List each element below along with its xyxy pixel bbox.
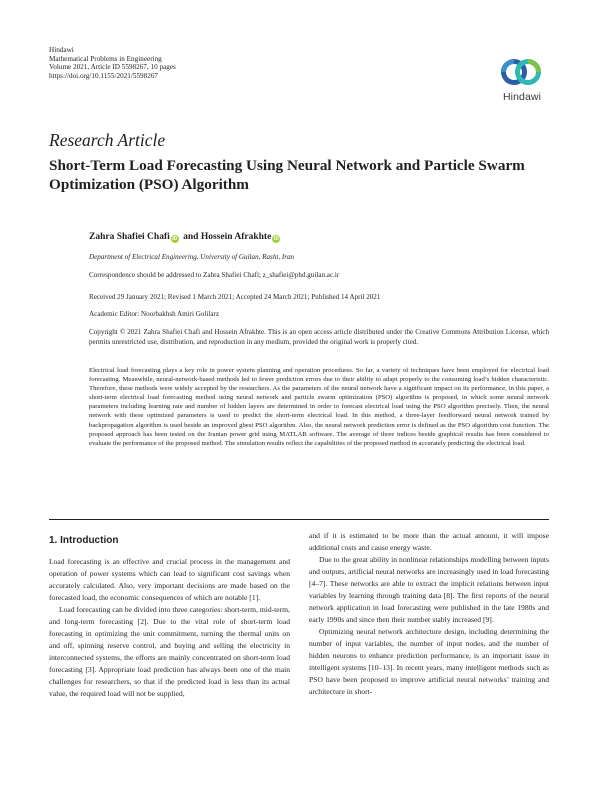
journal-header — [49, 46, 176, 80]
correspondence: Correspondence should be addressed to Zahra Shafiei Chafi; z_shafiei@phd.guilan.ac.ir — [89, 271, 340, 279]
author-connector: and — [180, 232, 201, 242]
copyright-notice: Copyright © 2021 Zahra Shafiei Chafi and Hossein Afrakhte. This is an open access article distributed under the Creative Commons Attribution License, which permits unrestricted use, distribution, and reproduction in any medium, provided the original work is properly cited. — [89, 328, 549, 346]
academic-editor: Academic Editor: Noorbakhsh Amiri Golilarz — [89, 310, 220, 318]
body-paragraph: and if it is estimated to be more than the actual amount, it will impose additional costs and cause energy waste. — [309, 531, 549, 552]
body-column-left — [49, 556, 290, 700]
abstract: Electrical load forecasting plays a key role in power system planning and operation procedures. So far, a variety of techniques have been employed for electrical load forecasting. Meanwhile, neural-network-based methods led to fewer prediction errors due to their ability to adapt properly to the consuming load’s hidden characteristic. Therefore, these methods were widely accepted by the researchers. As the parameters of the neural network have a significant impact on its performance, in this paper, a short-term electrical load forecasting method using neural network and particle swarm optimization (PSO) algorithm is proposed, in which some neural network parameters including learning rate and number of hidden layers are determined in order to forecast electrical load using the PSO algorithm precisely. Then, the neural network with these optimized parameters is used to predict the short-term electrical load. In this method, a three-layer feedforward neural network trained by backpropagation algorithm is used beside an improved gbest PSO algorithm. Also, the neural network prediction error is defined as the PSO algorithm cost function. The proposed approach has been tested on the Iranian power grid using MATLAB software. The average of three indices beside graphical results has been considered to evaluate the performance of the proposed method. The simulation results reflect the capabilities of the proposed method in accurately predicting the electrical load. — [89, 367, 549, 447]
journal-volume: Volume 2021, Article ID 5598267, 10 pages — [49, 63, 176, 72]
author-line — [89, 232, 282, 243]
orcid-icon[interactable]: iD — [172, 236, 178, 242]
author-name[interactable]: Hossein Afrakhte — [200, 232, 272, 242]
body-paragraph: Due to the great ability in nonlinear relationships modelling between inputs and outputs, artificial neural networks are increasingly used in load forecasting [4–7]. These networks are able to extract the implicit relations between input variables by learning through training data [8]. The first reports of the neural network application in load forecasting were published in the late 1980s and early 1990s and since then their number stably increased [9]. — [309, 555, 549, 624]
article-title: Short-Term Load Forecasting Using Neural Network and Particle Swarm Optimization (PSO) Algorithm — [49, 157, 525, 193]
body-column-right — [309, 530, 549, 698]
section-heading: 1. Introduction — [49, 535, 119, 546]
hindawi-logo-text: Hindawi — [502, 91, 542, 103]
author-name[interactable]: Zahra Shafiei Chafi — [89, 232, 170, 242]
orcid-icon[interactable]: iD — [273, 236, 279, 242]
body-paragraph: Load forecasting is an effective and crucial process in the management and operation of power systems which can lead to significant cost savings when accurately calculated. Also, very important decisions are made based on the forecasted load, the economic consequences of which are notable [1]. — [49, 557, 290, 602]
affiliation: Department of Electrical Engineering, University of Guilan, Rasht, Iran — [89, 253, 295, 261]
publication-dates: Received 29 January 2021; Revised 1 March 2021; Accepted 24 March 2021; Published 14 April 2021 — [89, 293, 381, 301]
journal-name: Mathematical Problems in Engineering — [49, 54, 162, 63]
article-type: Research Article — [49, 130, 166, 150]
journal-doi[interactable]: https://doi.org/10.1155/2021/5598267 — [49, 71, 159, 80]
section-divider — [49, 519, 549, 520]
body-paragraph: Optimizing neural network architecture design, including determining the number of input variables, the number of input nodes, and the number of hidden neurons to enhance prediction performance, is an important issue in intelligent systems [10–13]. In recent years, many intelligent methods such as PSO have been proposed to improve artificial neural networks’ training and architecture in short- — [309, 627, 549, 696]
body-paragraph: Load forecasting can be divided into three categories: short-term, mid-term, and long-term forecasting [2]. Due to the vital role of short-term load forecasting in optimizing the unit commitment, turning the thermal units on and off, spinning reserve control, and buying and selling the electricity in interconnected systems, the efforts are mainly concentrated on short-term load forecasting [3]. Appropriate load prediction has always been one of the main challenges for researchers, so that if the predicted load is less than its actual value, the required load will not be supplied, — [49, 605, 290, 698]
publisher-name: Hindawi — [49, 46, 74, 54]
